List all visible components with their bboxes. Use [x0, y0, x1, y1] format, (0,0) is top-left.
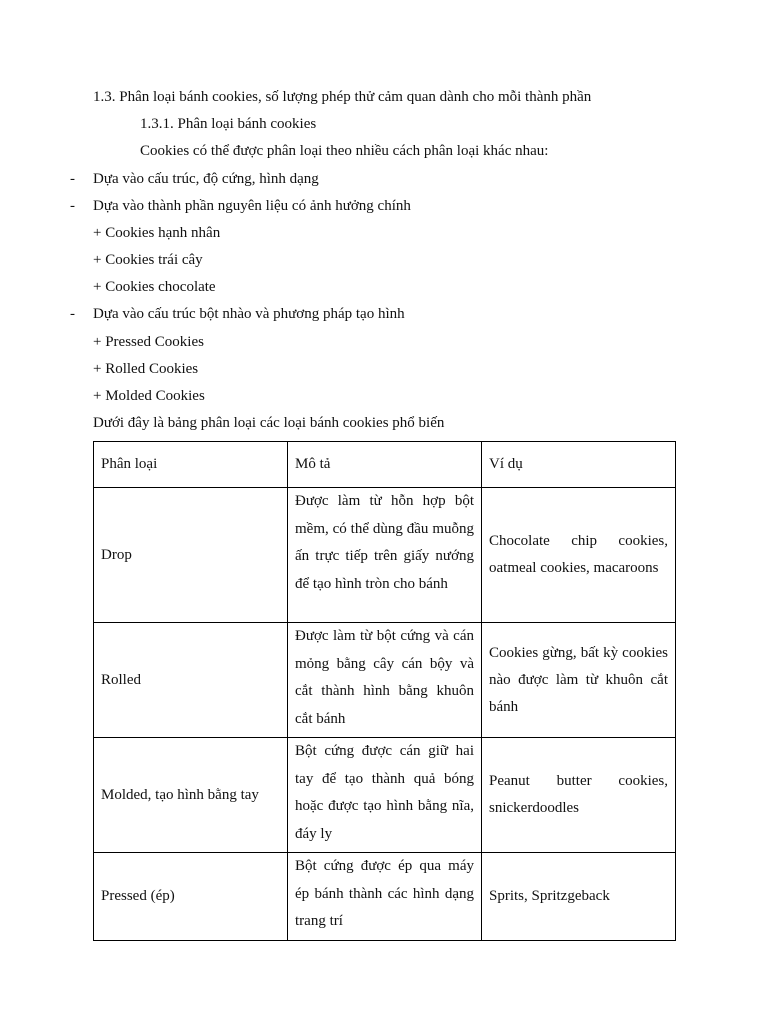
cookie-classification-table — [93, 441, 676, 941]
bullet-dash: - — [70, 171, 75, 187]
table-row — [94, 738, 676, 853]
intro-paragraph: Cookies có thể được phân loại theo nhiều cách phân loại khác nhau: — [140, 143, 549, 159]
table-row — [94, 853, 676, 941]
cell-description: Bột cứng được cán giữ hai tay để tạo thành quả bóng hoặc được tạo hình bằng nĩa, đáy ly — [288, 738, 482, 853]
subitem: + Rolled Cookies — [93, 361, 199, 377]
cell-description: Được làm từ bột cứng và cán mỏng bằng cây cán bộy và cắt thành hình bằng khuôn cắt bánh — [288, 623, 482, 738]
table-row — [94, 488, 676, 623]
cell-example: Sprits, Spritzgeback — [482, 853, 676, 941]
subitem: + Cookies chocolate — [93, 279, 216, 295]
cell-type: Molded, tạo hình bằng tay — [94, 738, 288, 853]
cell-description: Được làm từ hỗn hợp bột mềm, có thể dùng đầu muỗng ấn trực tiếp trên giấy nướng để tạo hình tròn cho bánh — [288, 488, 482, 623]
header-cell-type: Phân loại — [94, 442, 288, 488]
subitem: + Molded Cookies — [93, 388, 205, 404]
bullet-dash: - — [70, 306, 75, 322]
cell-type: Drop — [94, 488, 288, 623]
subitem: + Pressed Cookies — [93, 334, 204, 350]
cell-example: Chocolate chip cookies, oatmeal cookies, macaroons — [482, 488, 676, 623]
subitem: + Cookies hạnh nhân — [93, 225, 221, 241]
subitem: + Cookies trái cây — [93, 252, 203, 268]
cell-description: Bột cứng được ép qua máy ép bánh thành các hình dạng trang trí — [288, 853, 482, 941]
table-header-row — [94, 442, 676, 488]
bullet-dash: - — [70, 198, 75, 214]
subsection-heading-1-3-1: 1.3.1. Phân loại bánh cookies — [140, 116, 317, 132]
cell-type: Pressed (ép) — [94, 853, 288, 941]
criterion-item: Dựa vào cấu trúc bột nhào và phương pháp tạo hình — [93, 306, 405, 322]
table-row — [94, 623, 676, 738]
header-cell-example: Ví dụ — [482, 442, 676, 488]
table-caption: Dưới đây là bảng phân loại các loại bánh cookies phổ biến — [93, 415, 445, 431]
header-cell-description: Mô tả — [288, 442, 482, 488]
section-heading-1-3: 1.3. Phân loại bánh cookies, số lượng phép thử cảm quan dành cho mỗi thành phần — [93, 89, 592, 105]
cell-type: Rolled — [94, 623, 288, 738]
criterion-item: Dựa vào cấu trúc, độ cứng, hình dạng — [93, 171, 319, 187]
criterion-item: Dựa vào thành phần nguyên liệu có ảnh hưởng chính — [93, 198, 411, 214]
cell-example: Peanut butter cookies, snickerdoodles — [482, 738, 676, 853]
cell-example: Cookies gừng, bất kỳ cookies nào được làm từ khuôn cắt bánh — [482, 623, 676, 738]
